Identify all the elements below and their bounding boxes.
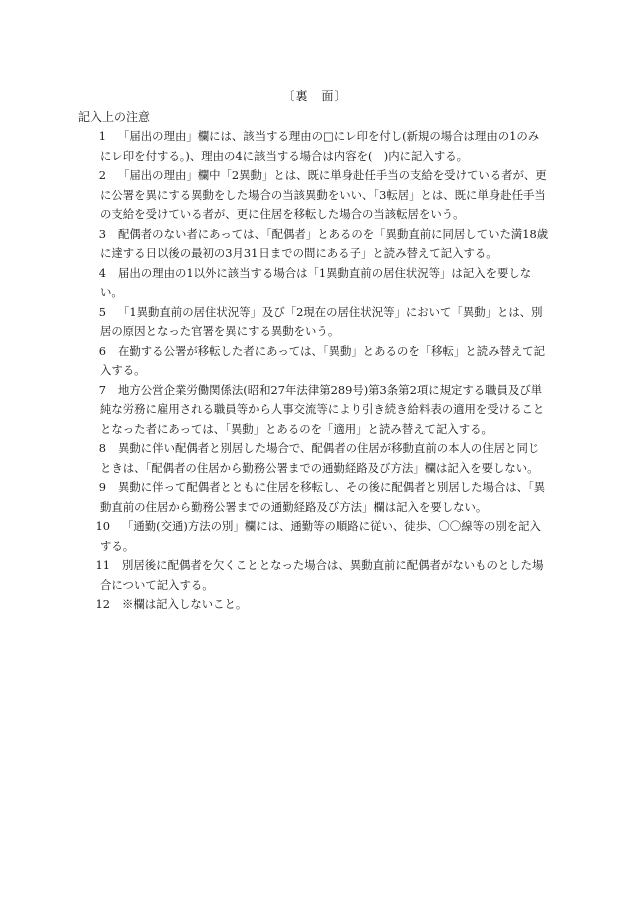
note-number: 6 bbox=[98, 343, 106, 358]
note-item bbox=[80, 166, 550, 225]
note-number: 5 bbox=[98, 304, 106, 319]
note-text: 「1異動直前の居住状況等」及び「2現在の居住状況等」において「異動」とは、別居の原因となった官署を異にする異動をいう。 bbox=[100, 304, 543, 338]
note-text: 届出の理由の1以外に該当する場合は「1異動直前の居住状況等」は記入を要しない。 bbox=[100, 265, 532, 299]
note-number: 3 bbox=[98, 226, 106, 241]
note-number: 12 bbox=[95, 597, 110, 611]
note-item bbox=[80, 264, 550, 303]
note-text: 在勤する公署が移転した者にあっては、「異動」とあるのを「移転」と読み替えて記入する。 bbox=[100, 343, 546, 377]
note-text: ※欄は記入しないこと。 bbox=[122, 597, 248, 611]
note-number: 1 bbox=[98, 129, 106, 143]
note-item bbox=[80, 517, 550, 556]
note-number: 10 bbox=[95, 519, 110, 533]
note-text: 別居後に配偶者を欠くこととなった場合は、異動直前に配偶者がないものとした場合について記入する。 bbox=[100, 558, 544, 592]
note-item bbox=[80, 127, 550, 166]
note-text: 「届出の理由」欄中「2異動」とは、既に単身赴任手当の支給を受けている者が、更に公署を異にする異動をした場合の当該異動をいい、「3転居」とは、既に単身赴任手当の支給を受けている者が、更に住居を移転した場合の当該転居をいう。 bbox=[100, 168, 547, 221]
note-text: 異動に伴って配偶者とともに住居を移転し、その後に配偶者と別居した場合は、「異動直前の住居から勤務公署までの通勤経路及び方法」欄は記入を要しない。 bbox=[100, 480, 546, 514]
note-number: 4 bbox=[98, 265, 106, 280]
note-item bbox=[80, 439, 550, 478]
notes-heading: 記入上の注意 bbox=[78, 110, 151, 124]
note-number: 8 bbox=[98, 441, 106, 455]
note-item bbox=[80, 303, 550, 342]
note-text: 地方公営企業労働関係法(昭和27年法律第289号)第3条第2項に規定する職員及び単純な労務に雇用される職員等から人事交流等により引き続き給料表の適用を受けることとなった者にあっては、「異動」とあるのを「適用」と読み替えて記入する。 bbox=[100, 382, 545, 436]
note-text: 「通勤(交通)方法の別」欄には、通勤等の順路に従い、徒歩、〇〇線等の別を記入する。 bbox=[100, 519, 541, 553]
note-item bbox=[80, 342, 550, 381]
note-text: 異動に伴い配偶者と別居した場合で、配偶者の住居が移動直前の本人の住居と同じときは、「配偶者の住居から勤務公署までの通勤経路及び方法」欄は記入を要しない。 bbox=[100, 441, 540, 475]
note-number: 2 bbox=[98, 168, 106, 182]
note-item bbox=[80, 225, 550, 264]
note-number: 11 bbox=[95, 558, 110, 572]
note-number: 9 bbox=[98, 480, 106, 494]
note-text: 「届出の理由」欄には、該当する理由の□にレ印を付し(新規の場合は理由の1のみにレ印を付する。)、理由の4に該当する場合は内容を( )内に記入する。 bbox=[100, 129, 540, 163]
note-item bbox=[80, 595, 550, 615]
note-item bbox=[80, 478, 550, 517]
note-item bbox=[80, 556, 550, 595]
page-side-label: 〔裏 面〕 bbox=[282, 89, 348, 103]
note-number: 7 bbox=[98, 382, 106, 397]
note-text: 配偶者のない者にあっては、「配偶者」とあるのを「異動直前に同居していた満18歳に達する日以後の最初の3月31日までの間にある子」と読み替えて記入する。 bbox=[100, 226, 549, 260]
notes-list bbox=[80, 127, 550, 615]
note-item bbox=[80, 381, 550, 440]
